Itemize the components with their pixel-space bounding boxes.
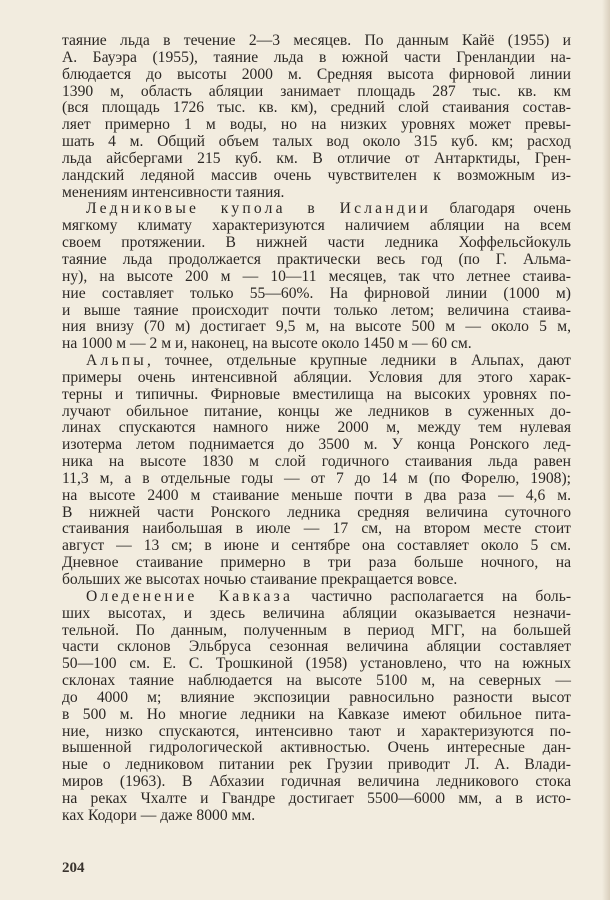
text-line	[62, 724, 571, 741]
text-line	[62, 303, 571, 320]
line-text: своем протяжении. В нижней части ледника Хоффельсйокуль	[62, 234, 571, 252]
line-text: тельной. По данным, полученным в период МГГ, на большей	[62, 621, 571, 639]
line-text: менениям интенсивности таяния.	[62, 183, 285, 201]
line-text: 1390 м, область абляции занимает площадь 287 тыс. кв. км	[62, 82, 571, 100]
line-text: мягкому климату характеризуются наличием абляции на всем	[62, 217, 571, 235]
line-text: благодаря очень	[431, 200, 571, 218]
paragraph	[62, 201, 571, 353]
line-text: А. Бауэра (1955), таяние льда в южной части Гренландии на-	[62, 48, 571, 66]
line-text: частично располагается на боль-	[293, 587, 572, 605]
line-text: ну), на высоте 200 м — 10—11 месяцев, так что летнее стаива-	[62, 267, 571, 285]
text-line	[62, 707, 571, 724]
text-line	[62, 252, 571, 269]
line-text: склонах таяние наблюдается на высоте 5100 м, на северных —	[62, 672, 571, 690]
text-line	[62, 471, 571, 488]
line-text: больших же высотах ночью стаивание прекращается вовсе.	[62, 571, 458, 588]
page-edge-shadow	[602, 0, 610, 900]
line-text: льда айсбергами 215 куб. км. В отличие от Антарктиды, Грен-	[62, 149, 571, 167]
line-text: (вся площадь 1726 тыс. кв. км), средний слой стаивания состав-	[62, 99, 571, 117]
text-line	[62, 774, 571, 791]
spaced-term: Ледниковые купола в Исландии	[86, 200, 432, 218]
text-line	[62, 589, 571, 606]
text-line	[62, 33, 571, 50]
spaced-term: Альпы	[86, 352, 147, 370]
text-line	[62, 538, 571, 555]
text-line	[62, 67, 571, 84]
line-text: изотерма летом поднимается до 3500 м. У конца Ронского лед-	[62, 436, 571, 454]
spaced-term: Оледенение Кавказа	[86, 587, 294, 605]
text-line	[62, 84, 571, 101]
line-text: терны и типичны. Фирновые вместилища на высоких уровнях по-	[62, 385, 571, 403]
line-text: ляет примерно 1 м воды, но на низких уровнях может превы-	[62, 116, 571, 134]
text-line	[62, 134, 571, 151]
line-text: Дневное стаивание примерно в три раза больше ночного, на	[62, 554, 571, 572]
line-text: примеры очень интенсивной абляции. Условия для этого харак-	[62, 368, 571, 386]
text-line	[62, 235, 571, 252]
paragraph	[62, 353, 571, 589]
line-text: блюдается до высоты 2000 м. Средняя высота фирновой линии	[62, 65, 571, 83]
page-number: 204	[62, 860, 85, 876]
text-line	[62, 420, 571, 437]
line-text: август — 13 см; в июне и сентябре она составляет около 5 см.	[62, 537, 571, 555]
text-line	[62, 218, 571, 235]
text-line	[62, 50, 571, 67]
text-line	[62, 606, 571, 623]
line-text: лучают обильное питание, концы же ледников в суженных до-	[62, 402, 571, 420]
line-text: ках Кодори — даже 8000 мм.	[62, 806, 256, 824]
line-text: линах спускаются намного ниже 2000 м, между тем нулевая	[62, 419, 571, 437]
line-text: на 1000 м — 2 м и, наконец, на высоте около 1450 м — 60 см.	[62, 335, 472, 353]
line-text: ния внизу (70 м) достигает 9,5 м, на высоте 500 м — около 5 м,	[62, 318, 571, 336]
text-line	[62, 690, 571, 707]
text-line	[62, 555, 571, 572]
line-text: вышенной гидрологической активностью. Очень интересные дан-	[62, 739, 571, 757]
line-text: , точнее, отдельные крупные ледники в Альпах, дают	[146, 352, 571, 370]
text-line	[62, 286, 571, 303]
text-line	[62, 168, 571, 185]
text-line	[62, 370, 571, 387]
line-text: ние, низко спускаются, интенсивно тают и характеризуются по-	[62, 722, 571, 740]
page-body	[62, 33, 571, 825]
text-line	[62, 353, 571, 370]
line-text: до 4000 м; влияние экспозиции равносильно разности высот	[62, 688, 571, 706]
line-text: на реках Чхалте и Гвандре достигает 5500—6000 мм, а в исто-	[62, 789, 571, 807]
text-line	[62, 319, 571, 336]
text-line	[62, 151, 571, 168]
line-text: таяние льда продолжается практически весь год (по Г. Альма-	[62, 250, 571, 268]
text-line	[62, 757, 571, 774]
line-text: на высоте 2400 м стаивание меньше почти в два раза — 4,6 м.	[62, 486, 571, 504]
text-line	[62, 656, 571, 673]
text-line	[62, 623, 571, 640]
text-line	[62, 387, 571, 404]
line-text: и выше таяние происходит почти только летом; величина стаива-	[62, 301, 571, 319]
text-line	[62, 521, 571, 538]
paragraph	[62, 589, 571, 825]
text-line	[62, 808, 571, 825]
text-line	[62, 404, 571, 421]
line-text: таяние льда в течение 2—3 месяцев. По данным Кайё (1955) и	[62, 32, 571, 49]
line-text: стаивания наибольшая в июле — 17 см, на втором месте стоит	[62, 520, 571, 538]
text-line	[62, 488, 571, 505]
line-text: 11,3 м, а в отдельные годы — от 7 до 14 м (по Форелю, 1908);	[62, 469, 571, 487]
text-line	[62, 454, 571, 471]
line-text: ших высотах, и здесь величина абляции оказывается незначи-	[62, 604, 571, 622]
line-text: ные о ледниковом питании рек Грузии приводит Л. А. Влади-	[62, 756, 571, 774]
text-line	[62, 791, 571, 808]
text-line	[62, 336, 571, 353]
paragraph	[62, 33, 571, 201]
text-line	[62, 437, 571, 454]
text-line	[62, 185, 571, 202]
text-line	[62, 639, 571, 656]
line-text: 50—100 см. Е. С. Трошкиной (1958) установлено, что на южных	[62, 655, 571, 673]
line-text: ландский ледяной массив очень чувствителен к возможным из-	[62, 166, 571, 184]
text-line	[62, 269, 571, 286]
line-text: ника на высоте 1830 м слой годичного стаивания льда равен	[62, 453, 571, 471]
text-line	[62, 740, 571, 757]
text-line	[62, 201, 571, 218]
text-line	[62, 100, 571, 117]
line-text: в 500 м. Но многие ледники на Кавказе имеют обильное пита-	[62, 705, 571, 723]
line-text: ние составляет только 55—60%. На фирновой линии (1000 м)	[62, 284, 571, 302]
line-text: части склонов Эльбруса сезонная величина абляции составляет	[62, 638, 571, 656]
line-text: миров (1963). В Абхазии годичная величина ледникового стока	[62, 773, 571, 791]
text-line	[62, 505, 571, 522]
text-line	[62, 117, 571, 134]
text-line	[62, 673, 571, 690]
text-line	[62, 572, 571, 589]
line-text: В нижней части Ронского ледника средняя величина суточного	[62, 503, 571, 521]
line-text: шать 4 м. Общий объем талых вод около 315 куб. км; расход	[62, 133, 571, 151]
